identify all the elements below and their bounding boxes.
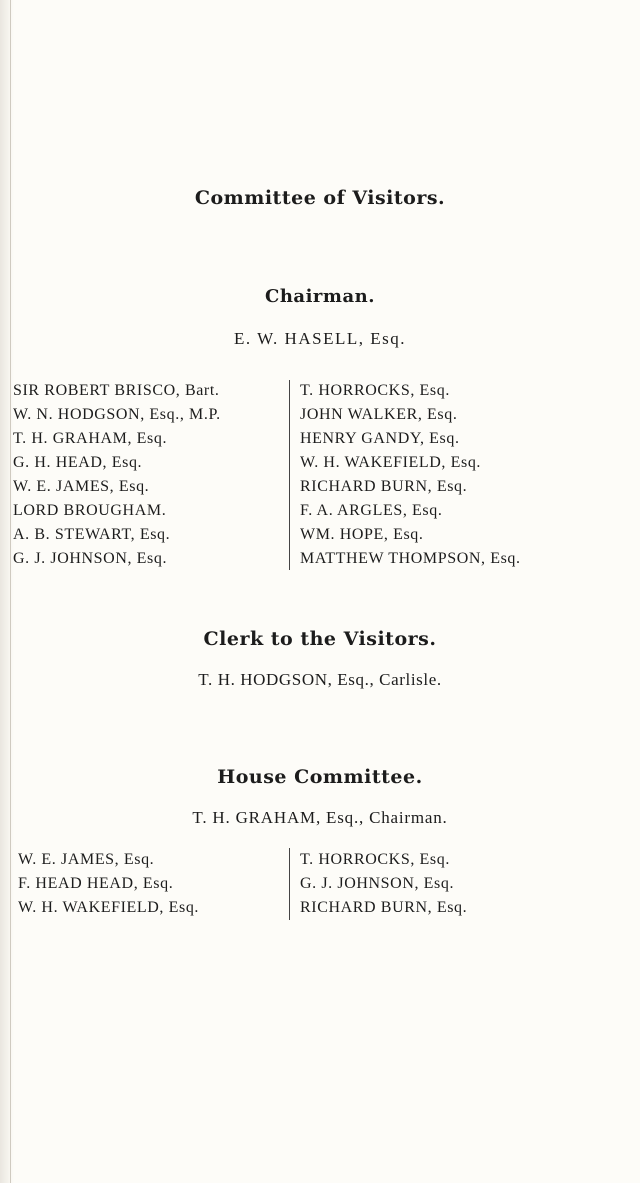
visitor-name: W. N. HODGSON, Esq., M.P. (13, 406, 221, 423)
visitor-name: MATTHEW THOMPSON, Esq. (300, 550, 521, 567)
visitor-name: SIR ROBERT BRISCO, Bart. (13, 382, 220, 399)
house-committee-right-column (300, 848, 467, 920)
visitor-name: G. H. HEAD, Esq. (13, 454, 143, 471)
visitor-name: JOHN WALKER, Esq. (300, 406, 458, 423)
visitor-name: W. E. JAMES, Esq. (13, 478, 150, 495)
column-divider (289, 380, 290, 570)
visitor-name: G. J. JOHNSON, Esq. (13, 550, 168, 567)
visitor-name: W. H. WAKEFIELD, Esq. (300, 454, 482, 471)
visitors-left-column (13, 379, 221, 571)
chairman-name: E. W. HASELL, Esq. (234, 329, 406, 348)
member-name: T. HORROCKS, Esq. (300, 851, 450, 868)
visitor-name: T. HORROCKS, Esq. (300, 382, 450, 399)
column-divider (289, 848, 290, 920)
visitors-right-column (300, 379, 521, 571)
house-chairman: T. H. GRAHAM, Esq., Chairman. (192, 808, 448, 827)
visitor-name: F. A. ARGLES, Esq. (300, 502, 443, 519)
clerk-heading: Clerk to the Visitors. (203, 628, 437, 650)
visitor-name: A. B. STEWART, Esq. (13, 526, 171, 543)
member-name: F. HEAD HEAD, Esq. (18, 875, 174, 892)
clerk-name: T. H. HODGSON, Esq., Carlisle. (198, 670, 442, 689)
house-committee-left-column (18, 848, 199, 920)
binding-edge (10, 0, 11, 1183)
visitor-name: LORD BROUGHAM. (13, 502, 167, 519)
member-name: W. E. JAMES, Esq. (18, 851, 155, 868)
visitor-name: WM. HOPE, Esq. (300, 526, 424, 543)
house-committee-heading: House Committee. (217, 766, 423, 788)
visitor-name: HENRY GANDY, Esq. (300, 430, 460, 447)
member-name: G. J. JOHNSON, Esq. (300, 875, 455, 892)
member-name: W. H. WAKEFIELD, Esq. (18, 899, 200, 916)
member-name: RICHARD BURN, Esq. (300, 899, 468, 916)
chairman-heading: Chairman. (265, 286, 375, 307)
visitor-name: T. H. GRAHAM, Esq. (13, 430, 168, 447)
visitor-name: RICHARD BURN, Esq. (300, 478, 468, 495)
page-gutter (0, 0, 14, 1183)
committee-title: Committee of Visitors. (194, 187, 446, 209)
